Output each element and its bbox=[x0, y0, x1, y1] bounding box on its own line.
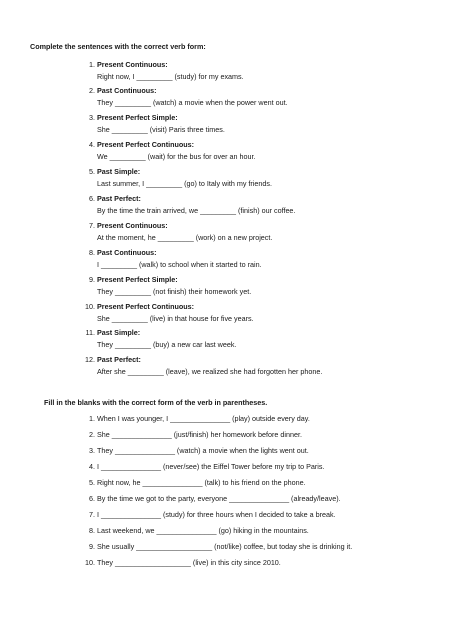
tense-label: Present Perfect Continuous: bbox=[97, 140, 195, 149]
item-sentence: She _________ (live) in that house for five years. bbox=[97, 314, 254, 323]
item-number: 3. bbox=[89, 446, 95, 455]
item-number: 11. bbox=[85, 328, 95, 337]
item-sentence: They _______________ (watch) a movie when the lights went out. bbox=[97, 446, 309, 455]
tense-label: Past Continuous: bbox=[97, 86, 157, 95]
item-number: 5. bbox=[89, 478, 95, 487]
item-number: 4. bbox=[89, 140, 95, 149]
section1-heading: Complete the sentences with the correct verb form: bbox=[30, 42, 206, 51]
item-number: 10. bbox=[85, 302, 95, 311]
item-sentence: Last summer, I _________ (go) to Italy with my friends. bbox=[97, 179, 272, 188]
tense-label: Past Simple: bbox=[97, 328, 141, 337]
item-sentence: When I was younger, I _______________ (play) outside every day. bbox=[97, 414, 310, 423]
item-sentence: After she _________ (leave), we realized she had forgotten her phone. bbox=[97, 367, 323, 376]
item-number: 6. bbox=[89, 494, 95, 503]
tense-label: Present Perfect Simple: bbox=[97, 113, 178, 122]
tense-label: Past Simple: bbox=[97, 167, 141, 176]
item-number: 8. bbox=[89, 248, 95, 257]
item-number: 5. bbox=[89, 167, 95, 176]
item-number: 9. bbox=[89, 275, 95, 284]
item-sentence: I _________ (walk) to school when it started to rain. bbox=[97, 260, 262, 269]
item-sentence: They _________ (buy) a new car last week. bbox=[97, 340, 237, 349]
item-sentence: Last weekend, we _______________ (go) hiking in the mountains. bbox=[97, 526, 309, 535]
item-sentence: Right now, I _________ (study) for my exams. bbox=[97, 72, 244, 81]
item-sentence: They ___________________ (live) in this city since 2010. bbox=[97, 558, 281, 567]
item-sentence: She usually ___________________ (not/like) coffee, but today she is drinking it. bbox=[97, 542, 353, 551]
tense-label: Past Perfect: bbox=[97, 355, 141, 364]
tense-label: Present Perfect Simple: bbox=[97, 275, 178, 284]
item-number: 2. bbox=[89, 430, 95, 439]
item-sentence: I _______________ (never/see) the Eiffel Tower before my trip to Paris. bbox=[97, 462, 325, 471]
section2-heading: Fill in the blanks with the correct form of the verb in parentheses. bbox=[44, 398, 268, 407]
tense-label: Past Perfect: bbox=[97, 194, 141, 203]
item-sentence: At the moment, he _________ (work) on a new project. bbox=[97, 233, 273, 242]
item-number: 8. bbox=[89, 526, 95, 535]
item-number: 1. bbox=[89, 414, 95, 423]
item-number: 2. bbox=[89, 86, 95, 95]
item-number: 7. bbox=[89, 510, 95, 519]
item-sentence: They _________ (watch) a movie when the power went out. bbox=[97, 98, 288, 107]
tense-label: Present Continuous: bbox=[97, 221, 168, 230]
tense-label: Past Continuous: bbox=[97, 248, 157, 257]
item-sentence: By the time we got to the party, everyone _______________ (already/leave). bbox=[97, 494, 341, 503]
item-sentence: By the time the train arrived, we _________ (finish) our coffee. bbox=[97, 206, 296, 215]
item-number: 1. bbox=[89, 60, 95, 69]
item-number: 3. bbox=[89, 113, 95, 122]
item-number: 10. bbox=[85, 558, 95, 567]
tense-label: Present Continuous: bbox=[97, 60, 168, 69]
item-sentence: They _________ (not finish) their homework yet. bbox=[97, 287, 252, 296]
item-number: 7. bbox=[89, 221, 95, 230]
item-sentence: She _________ (visit) Paris three times. bbox=[97, 125, 225, 134]
tense-label: Present Perfect Continuous: bbox=[97, 302, 195, 311]
item-sentence: She _______________ (just/finish) her homework before dinner. bbox=[97, 430, 302, 439]
item-sentence: Right now, he _______________ (talk) to his friend on the phone. bbox=[97, 478, 306, 487]
item-number: 4. bbox=[89, 462, 95, 471]
item-number: 9. bbox=[89, 542, 95, 551]
item-number: 12. bbox=[85, 355, 95, 364]
item-sentence: I _______________ (study) for three hours when I decided to take a break. bbox=[97, 510, 336, 519]
item-number: 6. bbox=[89, 194, 95, 203]
item-sentence: We _________ (wait) for the bus for over an hour. bbox=[97, 152, 256, 161]
